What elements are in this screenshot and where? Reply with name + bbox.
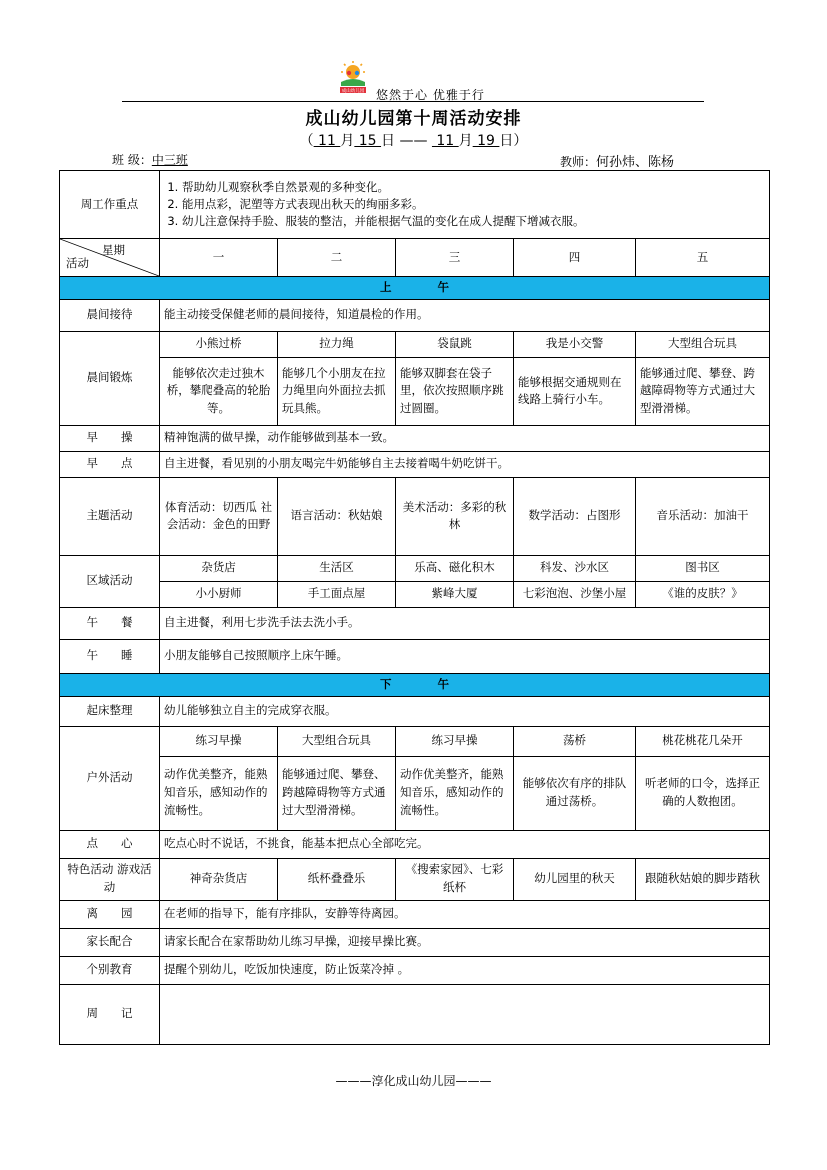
area-item: 图书区 (636, 555, 770, 581)
diagonal-header-cell (60, 239, 160, 277)
area-item: 科发、沙水区 (514, 555, 636, 581)
theme-activity: 美术活动：多彩的秋林 (396, 477, 514, 555)
outdoor-desc: 能够通过爬、攀登、跨越障碍物等方式通过大型滑滑梯。 (278, 756, 396, 830)
table-row (60, 451, 770, 477)
exercise-name: 小熊过桥 (160, 331, 278, 357)
table-row (60, 928, 770, 956)
theme-label: 主题活动 (60, 477, 160, 555)
area-item: 小小厨师 (160, 581, 278, 607)
weekday-fri: 五 (636, 239, 770, 277)
lunch-text: 自主进餐，利用七步洗手法去洗小手。 (160, 607, 770, 639)
exercise-name: 大型组合玩具 (636, 331, 770, 357)
week-focus-content (160, 171, 770, 239)
exercise-desc: 能够依次走过独木桥，攀爬叠高的轮胎等。 (160, 357, 278, 425)
table-row (60, 956, 770, 984)
motto: 悠然于心 优雅于行 (376, 88, 485, 102)
week-focus-item: 1. 帮助幼儿观察秋季自然景观的多种变化。 (182, 179, 765, 196)
week-focus-label: 周工作重点 (60, 171, 160, 239)
area-item: 《谁的皮肤？》 (636, 581, 770, 607)
area-row (60, 555, 770, 581)
gym-label: 早 操 (60, 425, 160, 451)
outdoor-desc-row (60, 756, 770, 830)
weekday-mon: 一 (160, 239, 278, 277)
leave-text: 在老师的指导下，能有序排队，安静等待离园。 (160, 900, 770, 928)
kindergarten-logo (336, 60, 370, 96)
outdoor-desc: 动作优美整齐，能熟知音乐，感知动作的流畅性。 (160, 756, 278, 830)
theme-row (60, 477, 770, 555)
outdoor-name: 练习早操 (396, 726, 514, 756)
page-title: 成山幼儿园第十周活动安排 (305, 109, 522, 129)
svg-text:成山幼儿园: 成山幼儿园 (341, 89, 365, 94)
snack-text: 自主进餐，看见别的小朋友喝完牛奶能够自主去接着喝牛奶吃饼干。 (160, 451, 770, 477)
exercise-desc: 能够几个小朋友在拉力绳里向外面拉去抓玩具熊。 (278, 357, 396, 425)
diary-text (160, 984, 770, 1044)
outdoor-name: 练习早操 (160, 726, 278, 756)
nap-text: 小朋友能够自己按照顺序上床午睡。 (160, 639, 770, 673)
outdoor-name: 大型组合玩具 (278, 726, 396, 756)
table-row (60, 900, 770, 928)
tea-label: 点 心 (60, 830, 160, 858)
table-row (60, 830, 770, 858)
exercise-name: 我是小交警 (514, 331, 636, 357)
area-label: 区域活动 (60, 555, 160, 607)
week-focus-item: 2. 能用点彩，泥塑等方式表现出秋天的绚丽多彩。 (182, 196, 765, 213)
outdoor-desc: 动作优美整齐，能熟知音乐，感知动作的流畅性。 (396, 756, 514, 830)
area-item: 杂货店 (160, 555, 278, 581)
outdoor-desc: 听老师的口令，选择正确的人数抱团。 (636, 756, 770, 830)
gym-text: 精神饱满的做早操，动作能够做到基本一致。 (160, 425, 770, 451)
wake-text: 幼儿能够独立自主的完成穿衣服。 (160, 696, 770, 726)
diag-weekday-label: 星期 (102, 243, 125, 257)
theme-activity: 数学活动：占图形 (514, 477, 636, 555)
exercise-desc: 能够双脚套在袋子里，依次按照顺序跳过圆圈。 (396, 357, 514, 425)
outdoor-name: 荡桥 (514, 726, 636, 756)
table-row (60, 696, 770, 726)
reception-text: 能主动接受保健老师的晨间接待，知道晨检的作用。 (160, 299, 770, 331)
special-activity: 神奇杂货店 (160, 858, 278, 900)
special-activity: 跟随秋姑娘的脚步踏秋 (636, 858, 770, 900)
special-activity: 幼儿园里的秋天 (514, 858, 636, 900)
special-activity: 纸杯叠叠乐 (278, 858, 396, 900)
theme-activity: 体育活动：切西瓜 社会活动：金色的田野 (160, 477, 278, 555)
exercise-names-row (60, 331, 770, 357)
exercise-desc: 能够通过爬、攀登、跨越障碍物等方式通过大型滑滑梯。 (636, 357, 770, 425)
lunch-label: 午 餐 (60, 607, 160, 639)
individual-text: 提醒个别幼儿，吃饭加快速度，防止饭菜冷掉 。 (160, 956, 770, 984)
outdoor-name: 桃花桃花几朵开 (636, 726, 770, 756)
footer: ———淳化成山幼儿园——— (335, 1074, 492, 1088)
area-item: 生活区 (278, 555, 396, 581)
exercise-name: 拉力绳 (278, 331, 396, 357)
individual-label: 个别教育 (60, 956, 160, 984)
parent-label: 家长配合 (60, 928, 160, 956)
table-row (60, 425, 770, 451)
date-range: （ 11 月 15 日 —— 11 月 19 日） (299, 133, 528, 149)
week-focus-item: 3. 幼儿注意保持手脸、服装的整洁，并能根据气温的变化在成人提醒下增减衣服。 (182, 213, 765, 230)
teacher-info: 教师：何孙炜、陈杨 (560, 155, 675, 170)
diary-label: 周 记 (60, 984, 160, 1044)
theme-activity: 音乐活动：加油干 (636, 477, 770, 555)
diag-activity-label: 活动 (66, 256, 89, 271)
area-item: 七彩泡泡、沙堡小屋 (514, 581, 636, 607)
afternoon-band-row (60, 673, 770, 696)
exercise-desc-row (60, 357, 770, 425)
weekday-tue: 二 (278, 239, 396, 277)
table-row (60, 607, 770, 639)
wake-label: 起床整理 (60, 696, 160, 726)
area-row (60, 581, 770, 607)
table-row (60, 639, 770, 673)
outdoor-label: 户外活动 (60, 726, 160, 830)
special-row (60, 858, 770, 900)
afternoon-band: 下 午 (60, 673, 770, 696)
header-divider (122, 101, 704, 102)
area-item: 紫峰大厦 (396, 581, 514, 607)
schedule-table (59, 170, 770, 1045)
parent-text: 请家长配合在家帮助幼儿练习早操，迎接早操比赛。 (160, 928, 770, 956)
weekday-header-row (60, 239, 770, 277)
weekday-thu: 四 (514, 239, 636, 277)
reception-label: 晨间接待 (60, 299, 160, 331)
class-info: 班 级：中三班 (112, 153, 188, 167)
area-item: 手工面点屋 (278, 581, 396, 607)
morning-band-row (60, 277, 770, 300)
outdoor-names-row (60, 726, 770, 756)
exercise-desc: 能够根据交通规则在线路上骑行小车。 (514, 357, 636, 425)
table-row (60, 299, 770, 331)
snack-label: 早 点 (60, 451, 160, 477)
special-activity: 《搜索家园》、七彩纸杯 (396, 858, 514, 900)
nap-label: 午 睡 (60, 639, 160, 673)
table-row (60, 984, 770, 1044)
morning-band: 上 午 (60, 277, 770, 300)
area-item: 乐高、磁化积木 (396, 555, 514, 581)
exercise-label: 晨间锻炼 (60, 331, 160, 425)
weekday-wed: 三 (396, 239, 514, 277)
theme-activity: 语言活动：秋姑娘 (278, 477, 396, 555)
leave-label: 离 园 (60, 900, 160, 928)
week-focus-row (60, 171, 770, 239)
special-label: 特色活动 游戏活动 (60, 858, 160, 900)
exercise-name: 袋鼠跳 (396, 331, 514, 357)
outdoor-desc: 能够依次有序的排队通过荡桥。 (514, 756, 636, 830)
tea-text: 吃点心时不说话，不挑食，能基本把点心全部吃完。 (160, 830, 770, 858)
